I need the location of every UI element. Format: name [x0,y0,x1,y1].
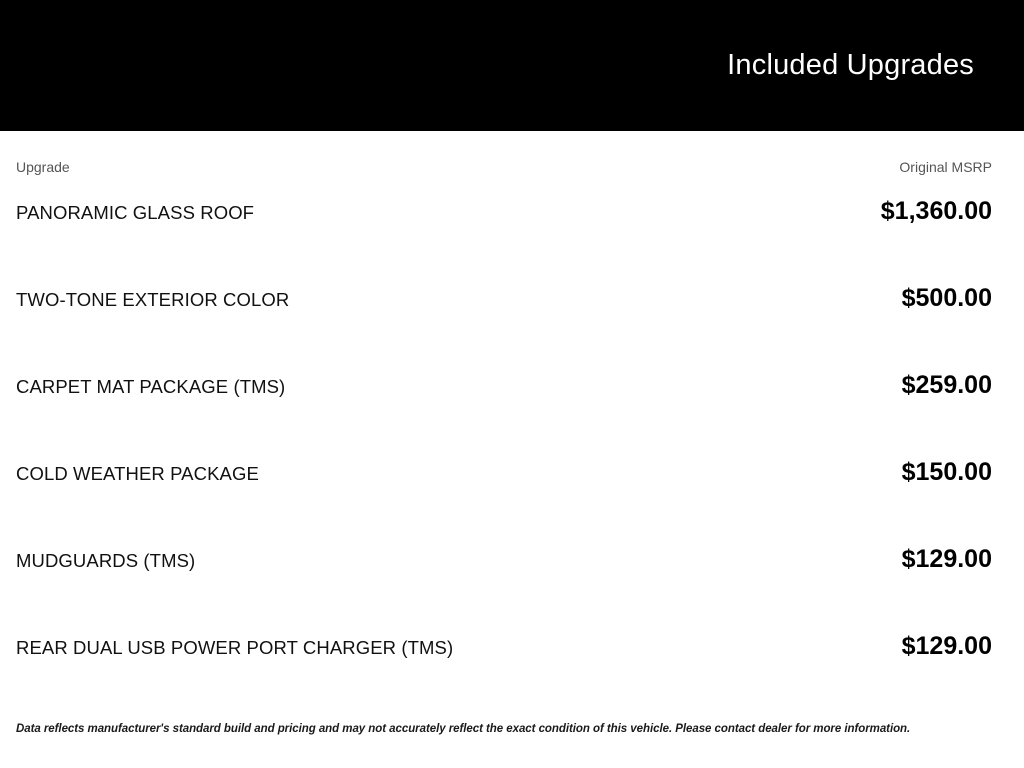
upgrade-name: MUDGUARDS (TMS) [16,550,196,571]
disclaimer-text: Data reflects manufacturer's standard build and pricing and may not accurately reflect the exact condition of this vehicle. Please contact dealer for more information. [16,723,911,735]
upgrade-name: TWO-TONE EXTERIOR COLOR [16,289,290,310]
column-header-upgrade: Upgrade [16,159,70,175]
upgrade-price: $129.00 [901,632,992,660]
table-row [16,371,992,458]
upgrade-name: COLD WEATHER PACKAGE [16,463,259,484]
upgrade-price: $129.00 [901,545,992,573]
header-bar [0,0,1024,131]
upgrade-price: $500.00 [901,284,992,312]
table-row [16,632,992,719]
table-row [16,545,992,632]
upgrade-price: $259.00 [901,371,992,399]
table-row [16,284,992,371]
upgrade-price: $150.00 [901,458,992,486]
table-column-headers [16,159,992,175]
table-row [16,197,992,284]
page-title: Included Upgrades [727,48,974,81]
content-area [0,131,1024,768]
upgrades-list [16,197,992,719]
upgrade-price: $1,360.00 [880,197,992,225]
upgrade-name: REAR DUAL USB POWER PORT CHARGER (TMS) [16,637,454,658]
column-header-msrp: Original MSRP [899,159,992,175]
table-row [16,458,992,545]
upgrade-name: CARPET MAT PACKAGE (TMS) [16,376,286,397]
upgrade-name: PANORAMIC GLASS ROOF [16,202,255,223]
